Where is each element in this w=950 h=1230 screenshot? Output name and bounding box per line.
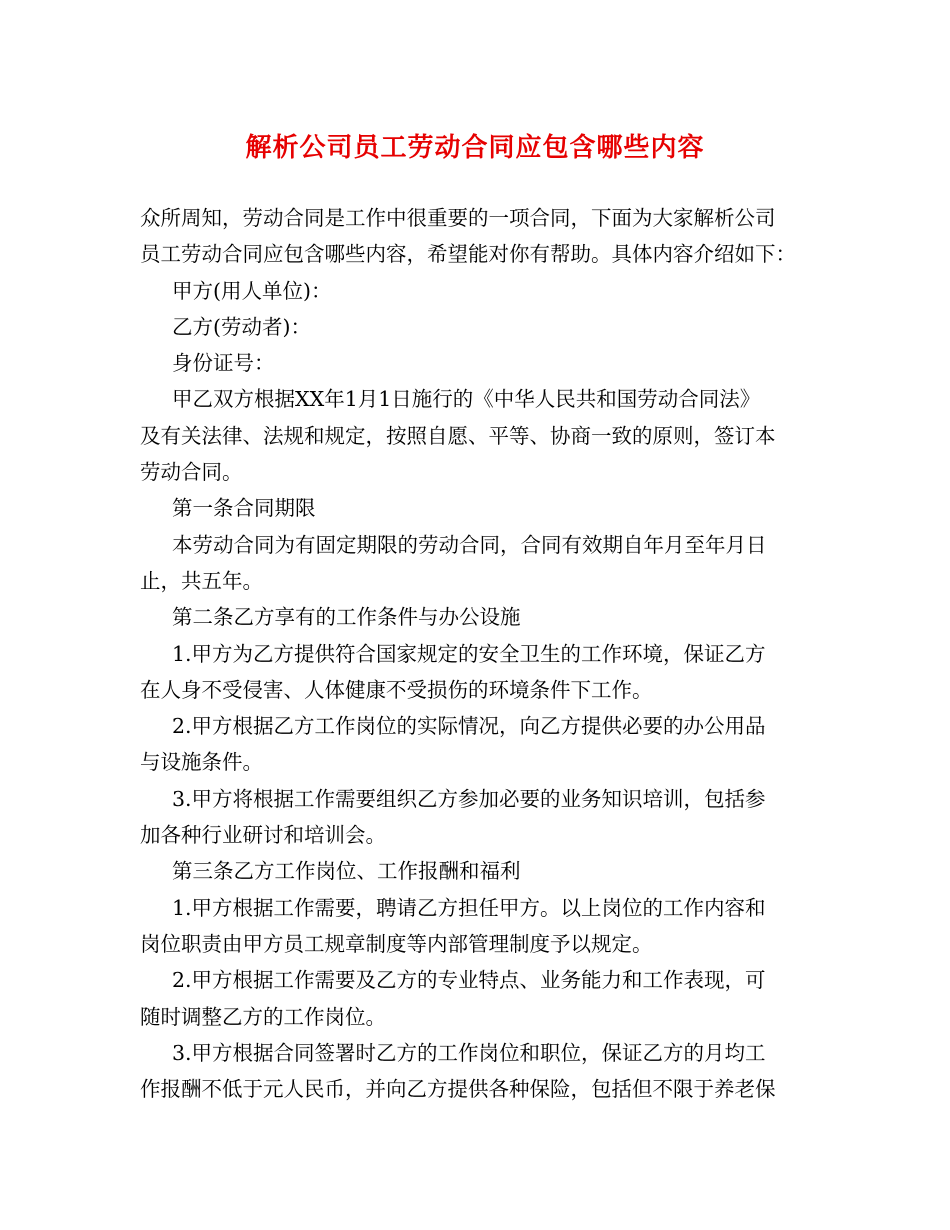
- body-line: 3.甲方将根据工作需要组织乙方参加必要的业务知识培训，包括参: [172, 786, 766, 811]
- body-line: 随时调整乙方的工作岗位。: [140, 1004, 386, 1029]
- body-line: 身份证号：: [172, 351, 275, 376]
- body-line: 劳动合同。: [140, 460, 243, 485]
- body-line: 止，共五年。: [140, 568, 263, 593]
- body-line: 1.甲方根据工作需要，聘请乙方担任甲方。以上岗位的工作内容和: [172, 895, 766, 920]
- body-line: 乙方(劳动者)：: [172, 314, 311, 339]
- body-line: 员工劳动合同应包含哪些内容，希望能对你有帮助。具体内容介绍如下：: [140, 242, 796, 267]
- body-line: 第三条乙方工作岗位、工作报酬和福利: [172, 859, 521, 884]
- body-line: 及有关法律、法规和规定，按照自愿、平等、协商一致的原则，签订本: [140, 423, 776, 448]
- document-title: 解析公司员工劳动合同应包含哪些内容: [245, 133, 705, 163]
- body-line: 甲方(用人单位)：: [172, 278, 332, 303]
- body-line: 岗位职责由甲方员工规章制度等内部管理制度予以规定。: [140, 931, 653, 956]
- document-body: [140, 200, 812, 1107]
- body-line: 加各种行业研讨和培训会。: [140, 823, 386, 848]
- body-line: 众所周知，劳动合同是工作中很重要的一项合同，下面为大家解析公司: [140, 206, 776, 230]
- body-line: 甲乙双方根据XX年1月1日施行的《中华人民共和国劳动合同法》: [172, 387, 761, 412]
- body-line: 1.甲方为乙方提供符合国家规定的安全卫生的工作环境，保证乙方: [172, 641, 766, 666]
- body-line: 2.甲方根据工作需要及乙方的专业特点、业务能力和工作表现，可: [172, 968, 766, 993]
- body-line: 2.甲方根据乙方工作岗位的实际情况，向乙方提供必要的办公用品: [172, 714, 766, 739]
- body-line: 3.甲方根据合同签署时乙方的工作岗位和职位，保证乙方的月均工: [172, 1040, 766, 1065]
- body-line: 第一条合同期限: [172, 496, 316, 521]
- body-line: 第二条乙方享有的工作条件与办公设施: [172, 605, 521, 630]
- body-line: 与设施条件。: [140, 750, 263, 775]
- body-line: 在人身不受侵害、人体健康不受损伤的环境条件下工作。: [140, 677, 653, 702]
- body-line: 本劳动合同为有固定期限的劳动合同，合同有效期自年月至年月日: [172, 532, 767, 557]
- body-line: 作报酬不低于元人民币，并向乙方提供各种保险，包括但不限于养老保: [140, 1077, 776, 1102]
